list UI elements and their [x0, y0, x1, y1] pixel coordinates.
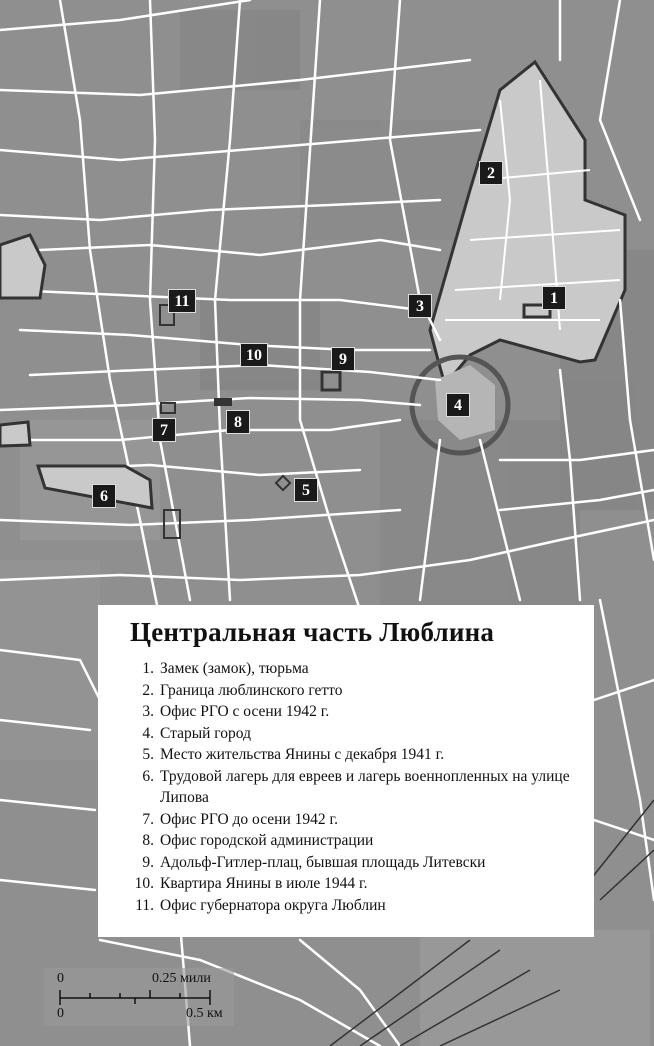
legend-num: 2.	[142, 681, 154, 699]
legend-text: Замек (замок), тюрьма	[160, 660, 309, 677]
legend-item	[124, 809, 576, 831]
legend-item	[124, 658, 576, 680]
marker-2[interactable]: 2	[479, 161, 503, 185]
legend-text: Офис РГО до осени 1942 г.	[160, 810, 338, 828]
building-8-outline	[214, 398, 232, 406]
legend-item	[124, 895, 576, 917]
legend-num: 4.	[142, 724, 154, 742]
legend-num: 9.	[142, 853, 154, 871]
legend-panel	[98, 605, 594, 937]
legend-num: 3.	[142, 703, 154, 720]
marker-9[interactable]: 9	[331, 347, 355, 371]
legend-num: 7.	[142, 810, 154, 828]
legend-text: Трудовой лагерь для евреев и лагерь военнопленных на улице Липова	[160, 767, 570, 806]
map-title: Центральная часть Люблина	[130, 617, 495, 647]
legend-item	[124, 723, 576, 745]
marker-1[interactable]: 1	[542, 286, 566, 310]
legend-text: Место жительства Янины с декабря 1941 г.	[160, 746, 445, 763]
legend-num: 10.	[134, 875, 154, 892]
marker-5[interactable]: 5	[294, 478, 318, 502]
marker-7[interactable]: 7	[152, 418, 176, 442]
legend-num: 11.	[135, 896, 154, 914]
legend-item	[124, 766, 576, 809]
marker-3[interactable]: 3	[408, 294, 432, 318]
legend-item	[124, 830, 576, 852]
legend-text: Старый город	[160, 724, 251, 742]
legend-item	[124, 744, 576, 766]
legend-text: Квартира Янины в июле 1944 г.	[160, 875, 368, 892]
legend-item	[124, 852, 576, 874]
legend-text: Офис городской администрации	[160, 832, 374, 849]
scale-km-value: 0.5 км	[186, 1006, 223, 1021]
legend-text: Офис губернатора округа Люблин	[160, 896, 386, 914]
legend-num: 1.	[142, 660, 154, 677]
left-edge-feature-2	[0, 422, 30, 446]
legend-num: 5.	[142, 746, 154, 763]
legend-item	[124, 680, 576, 702]
legend-text: Граница люблинского гетто	[160, 681, 343, 699]
legend-text: Адольф-Гитлер-плац, бывшая площадь Литевски	[160, 853, 486, 871]
legend-item	[124, 701, 576, 723]
marker-4[interactable]: 4	[446, 393, 470, 417]
scale-mi-value: 0.25 мили	[152, 971, 211, 986]
marker-8[interactable]: 8	[226, 410, 250, 434]
legend-text: Офис РГО с осени 1942 г.	[160, 703, 330, 720]
legend-list	[124, 658, 576, 916]
legend-num: 6.	[142, 767, 154, 785]
marker-6[interactable]: 6	[92, 484, 116, 508]
scale-km-zero: 0	[57, 1006, 64, 1021]
marker-11[interactable]: 11	[168, 289, 196, 313]
scale-mi-zero: 0	[57, 971, 64, 986]
legend-item	[124, 873, 576, 895]
legend-num: 8.	[142, 832, 154, 849]
marker-10[interactable]: 10	[240, 343, 268, 367]
